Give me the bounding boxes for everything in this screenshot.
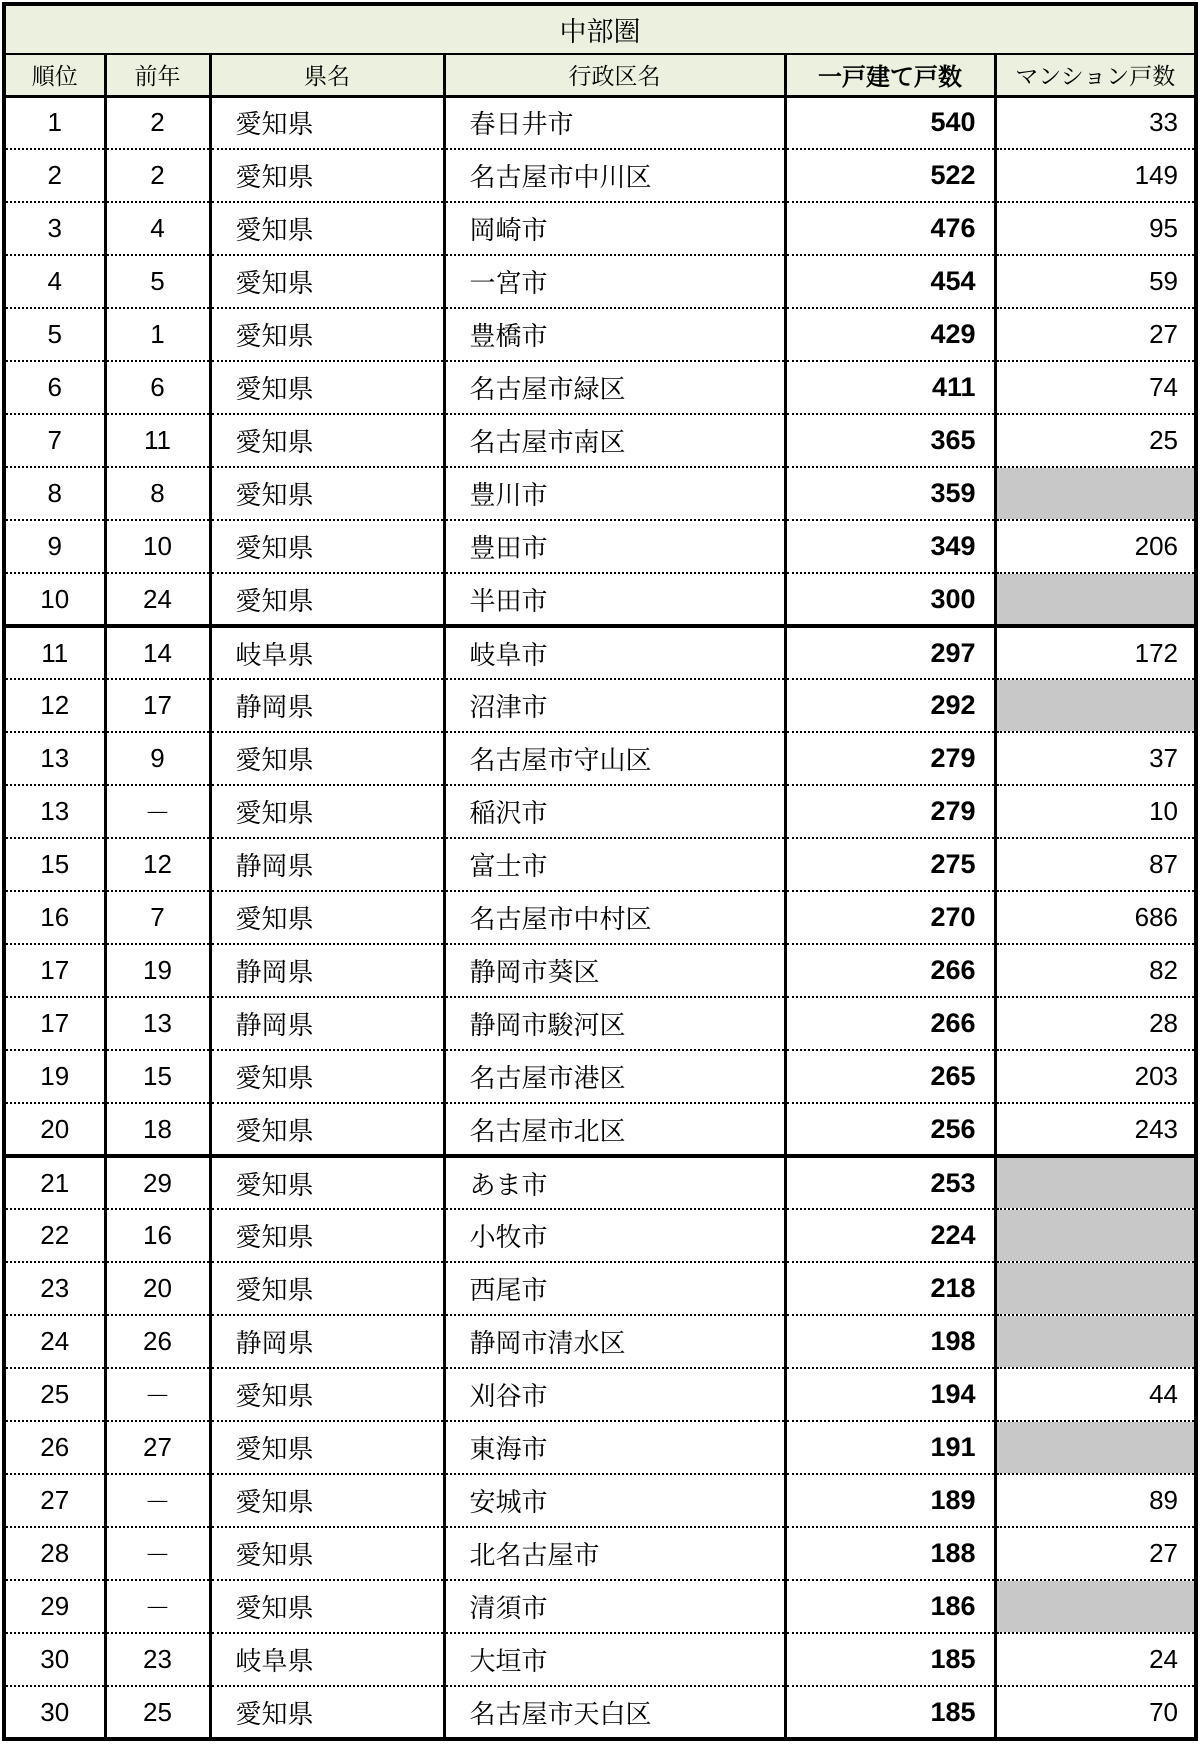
district-cell: 静岡市清水区 xyxy=(444,1315,785,1368)
prev-year-cell: 24 xyxy=(105,573,210,626)
prev-year-cell: 25 xyxy=(105,1686,210,1739)
rank-cell: 9 xyxy=(4,520,105,573)
rank-cell: 5 xyxy=(4,308,105,361)
table-row xyxy=(4,149,1196,202)
prefecture-cell: 愛知県 xyxy=(210,96,444,149)
detached-count-cell: 411 xyxy=(785,361,995,414)
detached-count-cell: 476 xyxy=(785,202,995,255)
mansion-count-cell xyxy=(995,1209,1196,1262)
district-cell: 豊田市 xyxy=(444,520,785,573)
district-cell: 名古屋市守山区 xyxy=(444,732,785,785)
detached-count-cell: 292 xyxy=(785,679,995,732)
prev-year-cell: 7 xyxy=(105,891,210,944)
district-cell: 豊川市 xyxy=(444,467,785,520)
rank-cell: 3 xyxy=(4,202,105,255)
detached-count-cell: 185 xyxy=(785,1633,995,1686)
table-row xyxy=(4,732,1196,785)
detached-count-cell: 266 xyxy=(785,997,995,1050)
detached-count-cell: 429 xyxy=(785,308,995,361)
rank-cell: 30 xyxy=(4,1686,105,1739)
district-cell: 一宮市 xyxy=(444,255,785,308)
prev-year-cell: 4 xyxy=(105,202,210,255)
prefecture-cell: 愛知県 xyxy=(210,414,444,467)
district-cell: 名古屋市南区 xyxy=(444,414,785,467)
detached-count-cell: 265 xyxy=(785,1050,995,1103)
rank-cell: 12 xyxy=(4,679,105,732)
prev-year-cell: 6 xyxy=(105,361,210,414)
mansion-count-cell: 28 xyxy=(995,997,1196,1050)
mansion-count-cell xyxy=(995,573,1196,626)
table-row xyxy=(4,96,1196,149)
rank-cell: 11 xyxy=(4,626,105,679)
district-cell: あま市 xyxy=(444,1156,785,1209)
detached-count-cell: 540 xyxy=(785,96,995,149)
mansion-count-cell: 203 xyxy=(995,1050,1196,1103)
district-cell: 名古屋市緑区 xyxy=(444,361,785,414)
table-row xyxy=(4,308,1196,361)
prefecture-cell: 静岡県 xyxy=(210,838,444,891)
mansion-count-cell: 74 xyxy=(995,361,1196,414)
prefecture-cell: 愛知県 xyxy=(210,573,444,626)
rank-cell: 21 xyxy=(4,1156,105,1209)
table-row xyxy=(4,1633,1196,1686)
rank-cell: 7 xyxy=(4,414,105,467)
mansion-count-cell: 172 xyxy=(995,626,1196,679)
table-row xyxy=(4,891,1196,944)
prefecture-cell: 愛知県 xyxy=(210,1262,444,1315)
table-row xyxy=(4,1050,1196,1103)
column-header-rank: 順位 xyxy=(4,54,105,96)
rank-cell: 8 xyxy=(4,467,105,520)
district-cell: 刈谷市 xyxy=(444,1368,785,1421)
detached-count-cell: 194 xyxy=(785,1368,995,1421)
prev-year-cell: 1 xyxy=(105,308,210,361)
prev-year-cell: － xyxy=(105,1474,210,1527)
district-cell: 清須市 xyxy=(444,1580,785,1633)
district-cell: 名古屋市港区 xyxy=(444,1050,785,1103)
prev-year-cell: 2 xyxy=(105,149,210,202)
rank-cell: 28 xyxy=(4,1527,105,1580)
mansion-count-cell: 70 xyxy=(995,1686,1196,1739)
mansion-count-cell: 27 xyxy=(995,308,1196,361)
table-row xyxy=(4,1421,1196,1474)
table-row xyxy=(4,1474,1196,1527)
prefecture-cell: 愛知県 xyxy=(210,1580,444,1633)
prefecture-cell: 愛知県 xyxy=(210,202,444,255)
prefecture-cell: 愛知県 xyxy=(210,1368,444,1421)
mansion-count-cell xyxy=(995,1421,1196,1474)
prev-year-cell: 11 xyxy=(105,414,210,467)
rank-cell: 22 xyxy=(4,1209,105,1262)
mansion-count-cell: 82 xyxy=(995,944,1196,997)
table-row xyxy=(4,626,1196,679)
prefecture-cell: 愛知県 xyxy=(210,732,444,785)
table-row xyxy=(4,838,1196,891)
table-row xyxy=(4,1315,1196,1368)
table-row xyxy=(4,414,1196,467)
detached-count-cell: 253 xyxy=(785,1156,995,1209)
prev-year-cell: 19 xyxy=(105,944,210,997)
detached-count-cell: 256 xyxy=(785,1103,995,1156)
district-cell: 岡崎市 xyxy=(444,202,785,255)
column-header-mansion-units: マンション戸数 xyxy=(995,54,1196,96)
prefecture-cell: 愛知県 xyxy=(210,1209,444,1262)
prev-year-cell: 27 xyxy=(105,1421,210,1474)
table-row xyxy=(4,1156,1196,1209)
detached-count-cell: 454 xyxy=(785,255,995,308)
detached-count-cell: 365 xyxy=(785,414,995,467)
rank-cell: 1 xyxy=(4,96,105,149)
rank-cell: 13 xyxy=(4,785,105,838)
district-cell: 北名古屋市 xyxy=(444,1527,785,1580)
prev-year-cell: 13 xyxy=(105,997,210,1050)
detached-count-cell: 359 xyxy=(785,467,995,520)
rank-cell: 10 xyxy=(4,573,105,626)
prefecture-cell: 愛知県 xyxy=(210,361,444,414)
prefecture-cell: 愛知県 xyxy=(210,1686,444,1739)
column-header-district: 行政区名 xyxy=(444,54,785,96)
prefecture-cell: 愛知県 xyxy=(210,1421,444,1474)
mansion-count-cell: 33 xyxy=(995,96,1196,149)
prefecture-cell: 愛知県 xyxy=(210,891,444,944)
prev-year-cell: 20 xyxy=(105,1262,210,1315)
prefecture-cell: 愛知県 xyxy=(210,1527,444,1580)
column-header-row xyxy=(4,54,1196,96)
table-row xyxy=(4,1262,1196,1315)
prefecture-cell: 愛知県 xyxy=(210,1474,444,1527)
mansion-count-cell: 59 xyxy=(995,255,1196,308)
detached-count-cell: 300 xyxy=(785,573,995,626)
detached-count-cell: 266 xyxy=(785,944,995,997)
prefecture-cell: 愛知県 xyxy=(210,1103,444,1156)
table-row xyxy=(4,997,1196,1050)
prev-year-cell: 10 xyxy=(105,520,210,573)
ranking-table xyxy=(2,2,1198,1741)
district-cell: 西尾市 xyxy=(444,1262,785,1315)
district-cell: 静岡市駿河区 xyxy=(444,997,785,1050)
district-cell: 富士市 xyxy=(444,838,785,891)
prefecture-cell: 愛知県 xyxy=(210,785,444,838)
table-row xyxy=(4,361,1196,414)
table-row xyxy=(4,1103,1196,1156)
title-row xyxy=(4,4,1196,54)
prev-year-cell: 14 xyxy=(105,626,210,679)
mansion-count-cell xyxy=(995,1315,1196,1368)
prev-year-cell: 2 xyxy=(105,96,210,149)
table-body xyxy=(4,96,1196,1739)
rank-cell: 27 xyxy=(4,1474,105,1527)
detached-count-cell: 191 xyxy=(785,1421,995,1474)
table-row xyxy=(4,944,1196,997)
district-cell: 名古屋市北区 xyxy=(444,1103,785,1156)
table-title: 中部圏 xyxy=(4,4,1196,54)
mansion-count-cell: 149 xyxy=(995,149,1196,202)
district-cell: 東海市 xyxy=(444,1421,785,1474)
detached-count-cell: 297 xyxy=(785,626,995,679)
rank-cell: 15 xyxy=(4,838,105,891)
rank-cell: 13 xyxy=(4,732,105,785)
mansion-count-cell: 87 xyxy=(995,838,1196,891)
mansion-count-cell xyxy=(995,467,1196,520)
mansion-count-cell: 10 xyxy=(995,785,1196,838)
detached-count-cell: 349 xyxy=(785,520,995,573)
prefecture-cell: 愛知県 xyxy=(210,255,444,308)
prefecture-cell: 静岡県 xyxy=(210,1315,444,1368)
column-header-detached-houses: 一戸建て戸数 xyxy=(785,54,995,96)
rank-cell: 17 xyxy=(4,997,105,1050)
detached-count-cell: 185 xyxy=(785,1686,995,1739)
mansion-count-cell: 89 xyxy=(995,1474,1196,1527)
detached-count-cell: 198 xyxy=(785,1315,995,1368)
table-row xyxy=(4,467,1196,520)
mansion-count-cell: 24 xyxy=(995,1633,1196,1686)
district-cell: 安城市 xyxy=(444,1474,785,1527)
rank-cell: 2 xyxy=(4,149,105,202)
prev-year-cell: 15 xyxy=(105,1050,210,1103)
table-row xyxy=(4,1580,1196,1633)
prefecture-cell: 静岡県 xyxy=(210,679,444,732)
district-cell: 稲沢市 xyxy=(444,785,785,838)
district-cell: 名古屋市天白区 xyxy=(444,1686,785,1739)
mansion-count-cell: 44 xyxy=(995,1368,1196,1421)
mansion-count-cell: 95 xyxy=(995,202,1196,255)
district-cell: 春日井市 xyxy=(444,96,785,149)
prev-year-cell: 5 xyxy=(105,255,210,308)
mansion-count-cell: 243 xyxy=(995,1103,1196,1156)
prev-year-cell: － xyxy=(105,1580,210,1633)
rank-cell: 16 xyxy=(4,891,105,944)
table-row xyxy=(4,1209,1196,1262)
mansion-count-cell: 686 xyxy=(995,891,1196,944)
rank-cell: 20 xyxy=(4,1103,105,1156)
table-row xyxy=(4,573,1196,626)
column-header-prev-year: 前年 xyxy=(105,54,210,96)
mansion-count-cell xyxy=(995,679,1196,732)
district-cell: 豊橋市 xyxy=(444,308,785,361)
mansion-count-cell xyxy=(995,1580,1196,1633)
district-cell: 大垣市 xyxy=(444,1633,785,1686)
prev-year-cell: 29 xyxy=(105,1156,210,1209)
prefecture-cell: 愛知県 xyxy=(210,149,444,202)
detached-count-cell: 218 xyxy=(785,1262,995,1315)
prev-year-cell: 17 xyxy=(105,679,210,732)
rank-cell: 30 xyxy=(4,1633,105,1686)
rank-cell: 19 xyxy=(4,1050,105,1103)
prefecture-cell: 静岡県 xyxy=(210,997,444,1050)
prev-year-cell: 8 xyxy=(105,467,210,520)
prev-year-cell: － xyxy=(105,1368,210,1421)
district-cell: 岐阜市 xyxy=(444,626,785,679)
rank-cell: 26 xyxy=(4,1421,105,1474)
detached-count-cell: 275 xyxy=(785,838,995,891)
prev-year-cell: － xyxy=(105,1527,210,1580)
rank-cell: 6 xyxy=(4,361,105,414)
detached-count-cell: 188 xyxy=(785,1527,995,1580)
prev-year-cell: 23 xyxy=(105,1633,210,1686)
prefecture-cell: 岐阜県 xyxy=(210,626,444,679)
mansion-count-cell: 206 xyxy=(995,520,1196,573)
prev-year-cell: 9 xyxy=(105,732,210,785)
district-cell: 名古屋市中村区 xyxy=(444,891,785,944)
prefecture-cell: 愛知県 xyxy=(210,520,444,573)
mansion-count-cell xyxy=(995,1262,1196,1315)
rank-cell: 23 xyxy=(4,1262,105,1315)
detached-count-cell: 186 xyxy=(785,1580,995,1633)
column-header-prefecture: 県名 xyxy=(210,54,444,96)
district-cell: 小牧市 xyxy=(444,1209,785,1262)
table-row xyxy=(4,1686,1196,1739)
prefecture-cell: 岐阜県 xyxy=(210,1633,444,1686)
prefecture-cell: 愛知県 xyxy=(210,1156,444,1209)
table-row xyxy=(4,679,1196,732)
rank-cell: 29 xyxy=(4,1580,105,1633)
detached-count-cell: 224 xyxy=(785,1209,995,1262)
table-row xyxy=(4,202,1196,255)
prev-year-cell: 18 xyxy=(105,1103,210,1156)
detached-count-cell: 279 xyxy=(785,785,995,838)
mansion-count-cell xyxy=(995,1156,1196,1209)
table-row xyxy=(4,1527,1196,1580)
district-cell: 沼津市 xyxy=(444,679,785,732)
prefecture-cell: 愛知県 xyxy=(210,1050,444,1103)
prefecture-cell: 愛知県 xyxy=(210,308,444,361)
district-cell: 静岡市葵区 xyxy=(444,944,785,997)
district-cell: 名古屋市中川区 xyxy=(444,149,785,202)
prefecture-cell: 静岡県 xyxy=(210,944,444,997)
prev-year-cell: 26 xyxy=(105,1315,210,1368)
prefecture-cell: 愛知県 xyxy=(210,467,444,520)
mansion-count-cell: 27 xyxy=(995,1527,1196,1580)
rank-cell: 4 xyxy=(4,255,105,308)
rank-cell: 24 xyxy=(4,1315,105,1368)
prev-year-cell: 12 xyxy=(105,838,210,891)
mansion-count-cell: 37 xyxy=(995,732,1196,785)
district-cell: 半田市 xyxy=(444,573,785,626)
rank-cell: 25 xyxy=(4,1368,105,1421)
detached-count-cell: 270 xyxy=(785,891,995,944)
prev-year-cell: 16 xyxy=(105,1209,210,1262)
detached-count-cell: 522 xyxy=(785,149,995,202)
table-row xyxy=(4,255,1196,308)
prev-year-cell: － xyxy=(105,785,210,838)
table-row xyxy=(4,1368,1196,1421)
detached-count-cell: 279 xyxy=(785,732,995,785)
mansion-count-cell: 25 xyxy=(995,414,1196,467)
table-row xyxy=(4,785,1196,838)
detached-count-cell: 189 xyxy=(785,1474,995,1527)
rank-cell: 17 xyxy=(4,944,105,997)
table-row xyxy=(4,520,1196,573)
